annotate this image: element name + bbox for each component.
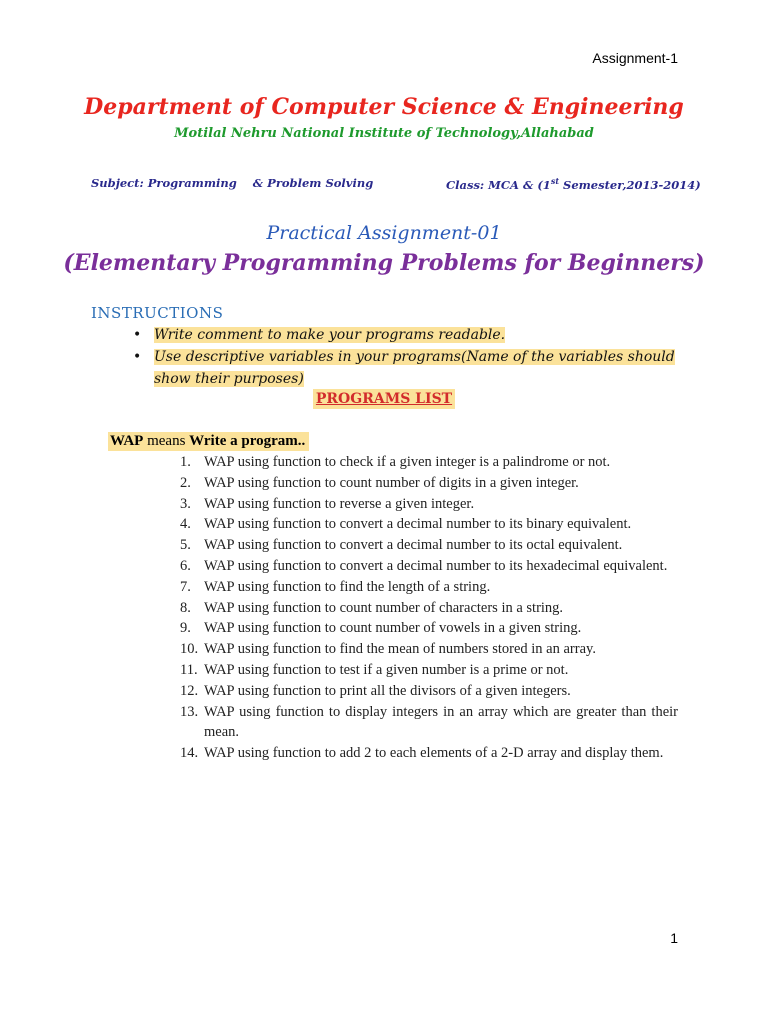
program-item	[180, 452, 678, 473]
subject-line	[91, 176, 373, 190]
program-item	[180, 681, 678, 702]
program-number: 6.	[180, 557, 191, 574]
wap-abbr: WAP	[110, 433, 144, 449]
institute-name: Motilal Nehru National Institute of Technology,Allahabad	[174, 126, 594, 141]
program-item	[180, 514, 678, 535]
class-prefix: Class: MCA & (1	[446, 177, 551, 192]
instruction-item	[130, 346, 675, 390]
program-item	[180, 494, 678, 515]
program-text: WAP using function to find the length of a string.	[204, 578, 491, 595]
program-number: 9.	[180, 620, 191, 637]
program-text: WAP using function to print all the divisors of a given integers.	[204, 682, 571, 699]
program-item	[180, 660, 678, 681]
program-text: WAP using function to count number of characters in a string.	[204, 599, 564, 616]
program-number: 14.	[180, 745, 199, 762]
instructions-list	[130, 324, 675, 390]
instruction-text: Use descriptive variables in your programs(Name of the variables should show their purposes)	[154, 349, 675, 387]
program-text: WAP using function to convert a decimal number to its octal equivalent.	[204, 537, 623, 554]
instructions-heading: INSTRUCTIONS	[91, 304, 224, 322]
programs-heading: PROGRAMS LIST	[313, 389, 455, 409]
assignment-tag: Assignment-1	[592, 50, 678, 66]
program-item	[180, 556, 678, 577]
bullet-icon: •	[133, 327, 142, 343]
program-number: 11.	[180, 661, 198, 678]
program-number: 7.	[180, 578, 191, 595]
assignment-subtitle: (Elementary Programming Problems for Beginners)	[63, 250, 705, 276]
program-text: WAP using function to find the mean of numbers stored in an array.	[204, 641, 596, 658]
wap-full: Write a program..	[189, 433, 306, 449]
program-item	[180, 618, 678, 639]
program-item	[180, 473, 678, 494]
programs-heading-wrap	[0, 390, 768, 408]
program-item	[180, 577, 678, 598]
program-item	[180, 598, 678, 619]
program-text: WAP using function to convert a decimal number to its hexadecimal equivalent.	[204, 557, 668, 574]
program-item	[180, 702, 678, 744]
program-text: WAP using function to test if a given number is a prime or not.	[204, 661, 569, 678]
subject-suffix: & Problem Solving	[252, 176, 374, 190]
program-text: WAP using function to convert a decimal number to its binary equivalent.	[204, 516, 632, 533]
program-number: 8.	[180, 599, 191, 616]
program-text: WAP using function to check if a given integer is a palindrome or not.	[204, 454, 611, 470]
wap-means: means	[143, 433, 190, 449]
class-line	[446, 176, 701, 192]
class-suffix: Semester,2013-2014)	[559, 177, 701, 192]
department-title: Department of Computer Science & Engineering	[84, 94, 684, 120]
program-number: 3.	[180, 495, 191, 512]
program-number: 5.	[180, 537, 191, 554]
program-number: 10.	[180, 641, 199, 658]
program-text: WAP using function to count number of digits in a given integer.	[204, 474, 579, 491]
class-sup: st	[550, 176, 560, 186]
bullet-icon: •	[133, 349, 142, 365]
wap-definition	[108, 432, 309, 451]
program-text: WAP using function to add 2 to each elements of a 2-D array and display them.	[204, 745, 664, 762]
programs-list	[180, 452, 678, 764]
program-text: WAP using function to display integers in an array which are greater than their mean.	[204, 703, 678, 741]
program-item	[180, 535, 678, 556]
subject-prefix: Subject: Programming	[91, 176, 237, 190]
instruction-item	[130, 324, 675, 346]
program-number: 2.	[180, 474, 191, 491]
program-text: WAP using function to reverse a given integer.	[204, 495, 475, 512]
program-item	[180, 743, 678, 764]
program-text: WAP using function to count number of vowels in a given string.	[204, 620, 582, 637]
program-item	[180, 639, 678, 660]
program-number: 1.	[180, 454, 191, 470]
program-number: 13.	[180, 703, 199, 720]
page-number: 1	[670, 930, 678, 946]
program-number: 4.	[180, 516, 191, 533]
program-number: 12.	[180, 682, 199, 699]
assignment-title: Practical Assignment-01	[266, 222, 502, 244]
instruction-text: Write comment to make your programs readable.	[154, 327, 506, 343]
